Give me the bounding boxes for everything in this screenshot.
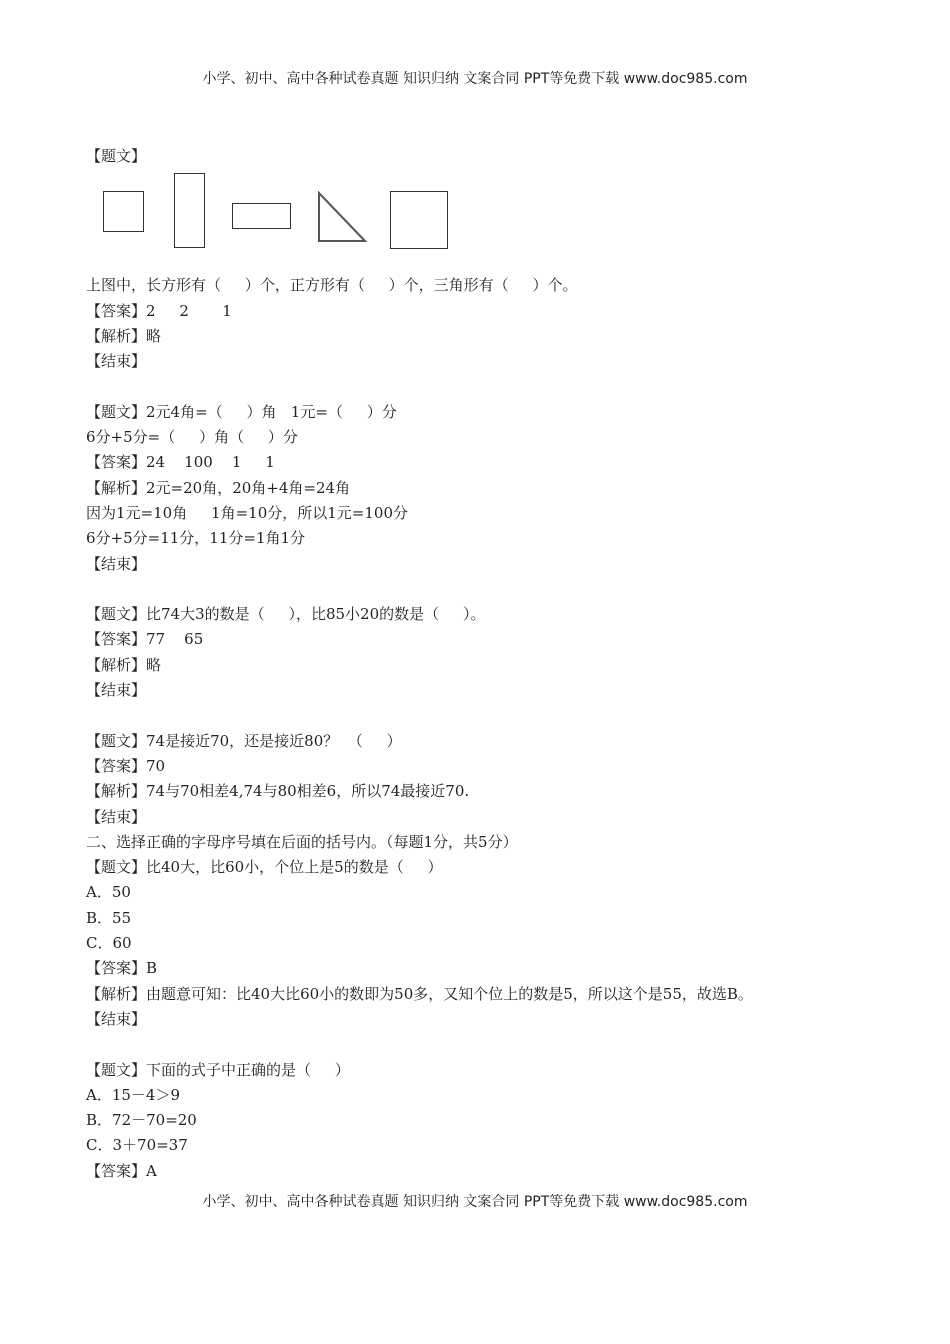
- q1-question: 上图中，长方形有（ ）个，正方形有（ ）个，三角形有（ ）个。: [86, 276, 578, 295]
- spacer: [86, 1032, 886, 1057]
- q4-analysis: 【解析】74与70相差4,74与80相差6，所以74最接近70.: [86, 782, 470, 801]
- q2-end: 【结束】: [86, 554, 147, 573]
- section-2-title: 二、选择正确的字母序号填在后面的括号内。（每题1分，共5分）: [86, 832, 518, 851]
- q2-analysis-3: 6分+5分=11分，11分=1角1分: [86, 529, 306, 548]
- q6-answer: 【答案】A: [86, 1161, 157, 1180]
- q6-question: 【题文】下面的式子中正确的是（ ）: [86, 1060, 350, 1079]
- q4-question: 【题文】74是接近70，还是接近80？ （ ）: [86, 731, 402, 750]
- q6-option-a: A．15－4＞9: [86, 1085, 181, 1104]
- q5-option-c: C．60: [86, 934, 132, 953]
- q5-option-b: B．55: [86, 908, 132, 927]
- q5-end: 【结束】: [86, 1009, 147, 1028]
- q1-end: 【结束】: [86, 352, 147, 371]
- small-square-shape: [103, 191, 144, 232]
- q5-answer: 【答案】B: [86, 959, 158, 978]
- q2-answer: 【答案】24 100 1 1: [86, 453, 275, 472]
- document-body: [86, 144, 886, 1184]
- q6-option-c: C．3＋70=37: [86, 1136, 188, 1155]
- q5-question: 【题文】比40大，比60小，个位上是5的数是（ ）: [86, 858, 443, 877]
- q3-analysis: 【解析】略: [86, 655, 162, 674]
- q3-answer: 【答案】77 65: [86, 630, 204, 649]
- q1-analysis: 【解析】略: [86, 326, 162, 345]
- q6-option-b: B．72－70=20: [86, 1111, 197, 1130]
- q2-question-line2: 6分+5分=（ ）角（ ）分: [86, 428, 298, 447]
- page-header: 小学、初中、高中各种试卷真题 知识归纳 文案合同 PPT等免费下载 www.doc985.com: [202, 71, 748, 87]
- large-square-shape: [390, 191, 448, 249]
- q1-tag: 【题文】: [86, 147, 147, 165]
- q5-option-a: A．50: [86, 883, 131, 902]
- q5-analysis: 【解析】由题意可知：比40大比60小的数即为50多，又知个位上的数是5，所以这个是55，故选B。: [86, 984, 753, 1003]
- wide-rectangle-shape: [232, 203, 291, 229]
- tall-rectangle-shape: [174, 173, 205, 248]
- q3-end: 【结束】: [86, 681, 147, 700]
- spacer: [86, 374, 886, 399]
- q2-question: 【题文】2元4角=（ ）角 1元=（ ）分: [86, 402, 397, 421]
- q2-analysis-1: 【解析】2元=20角，20角+4角=24角: [86, 478, 351, 497]
- spacer: [86, 703, 886, 728]
- page-footer: 小学、初中、高中各种试卷真题 知识归纳 文案合同 PPT等免费下载 www.doc985.com: [202, 1194, 748, 1210]
- spacer: [86, 577, 886, 602]
- q3-question: 【题文】比74大3的数是（ ），比85小20的数是（ ）。: [86, 605, 486, 624]
- q4-answer: 【答案】70: [86, 756, 166, 775]
- shapes-figure: [86, 169, 886, 273]
- q1-answer: 【答案】2 2 1: [86, 301, 232, 320]
- q2-analysis-2: 因为1元=10角 1角=10分，所以1元=100分: [86, 503, 408, 522]
- right-triangle-shape: [317, 191, 367, 243]
- q4-end: 【结束】: [86, 807, 147, 826]
